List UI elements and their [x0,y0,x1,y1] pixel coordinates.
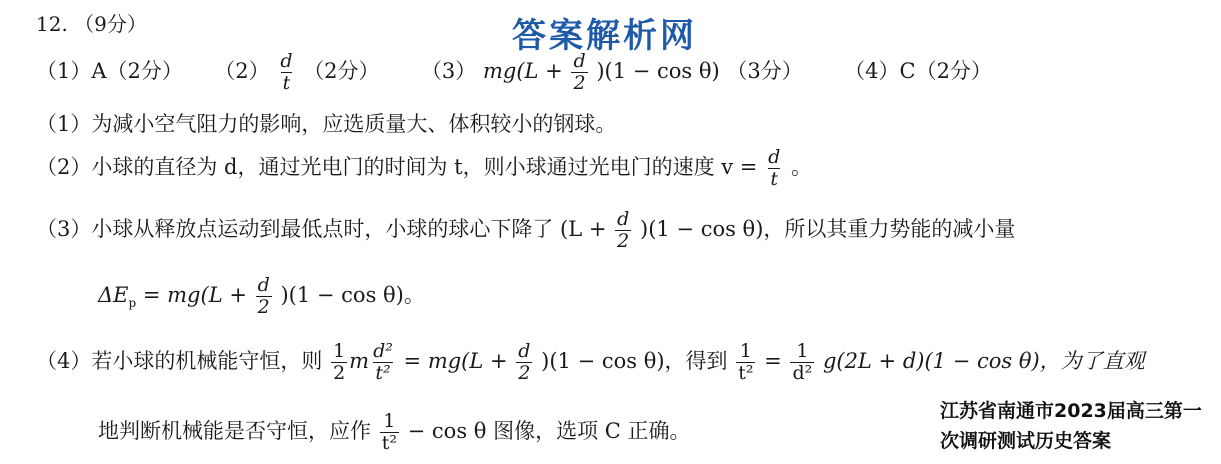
explanation-4-continued [98,412,691,453]
explanation-4-text: （4）若小球的机械能守恒，则 [36,349,323,373]
explanation-4 [36,342,1145,383]
answer-4: （4）C（2分） [844,59,992,83]
explanation-3-formula-fraction: $\frac{d}{2}$ [257,274,270,318]
answer-2-fraction: $\frac{d}{t}$ [280,50,293,94]
explanation-4-fraction-half: $\frac{1}{2}$ [333,340,346,384]
answer-summary-line [36,52,992,93]
watermark-logo: 答案解析网 [512,16,697,56]
explanation-3-fraction: $\frac{d}{2}$ [617,208,630,252]
explanation-4-mid: )(1 − cos θ)，得到 [541,349,728,373]
explanation-4-mass: m [349,349,370,373]
answer-1: （1）A（2分） [36,59,183,83]
explanation-4b-end: − cos θ 图像，选项 C 正确。 [407,419,691,443]
explanation-4-fraction-1t2: $\frac{1}{\text{t²}}$ [738,340,754,384]
explanation-4-fraction-1d2: $\frac{1}{\text{d²}}$ [792,340,813,384]
explanation-3 [36,210,1015,251]
explanation-2-text: （2）小球的直径为 d，通过光电门的时间为 t，则小球通过光电门的速度 v = [36,155,758,179]
explanation-4-fraction-d2: $\frac{d}{2}$ [518,340,531,384]
explanation-4-end: g(2L + d)(1 − cos θ)，为了直观 [822,349,1145,373]
answer-3-expr-b: )(1 − cos θ) [596,59,720,83]
explanation-2-fraction: $\frac{d}{t}$ [768,146,781,190]
answer-3-fraction: $\frac{d}{2}$ [573,50,586,94]
explanation-3-mid: )(1 − cos θ)，所以其重力势能的减小量 [640,217,1016,241]
explanation-4-fraction-d2t2: $\frac{\text{d²}}{\text{t²}}$ [373,340,393,384]
side-title-line-2: 次调研测试历史答案 [940,430,1112,452]
explanation-3-formula [98,276,425,317]
explanation-4b-fraction: $\frac{1}{\text{t²}}$ [381,410,397,454]
side-title-line-1: 江苏省南通市2023届高三第一 [940,400,1202,422]
explanation-3-formula-eq: = mg(L + [142,283,247,307]
answer-2-label: （2） [214,59,270,83]
explanation-2-end: 。 [790,155,812,179]
question-number: 12. [36,12,68,36]
answer-3-expr-a: mg(L + [483,59,563,83]
question-score: （9分） [74,12,147,36]
explanation-4-eq: = mg(L + [403,349,508,373]
explanation-4b-text: 地判断机械能是否守恒，应作 [98,419,371,443]
delta-e-subscript: p [128,296,137,311]
explanation-2 [36,148,812,189]
explanation-4-eq2: = [764,349,782,373]
explanation-3-text: （3）小球从释放点运动到最低点时，小球的球心下降了 (L + [36,217,607,241]
explanation-1: （1）为减小空气阻力的影响，应选质量大、体积较小的钢球。 [36,112,617,136]
answer-3-label: （3） [420,59,477,83]
explanation-3-formula-end: )(1 − cos θ)。 [280,283,425,307]
delta-e-symbol: ΔE [98,283,129,307]
answer-2-score: （2分） [303,59,380,83]
question-header [36,14,147,34]
answer-3-score: （3分） [726,59,803,83]
